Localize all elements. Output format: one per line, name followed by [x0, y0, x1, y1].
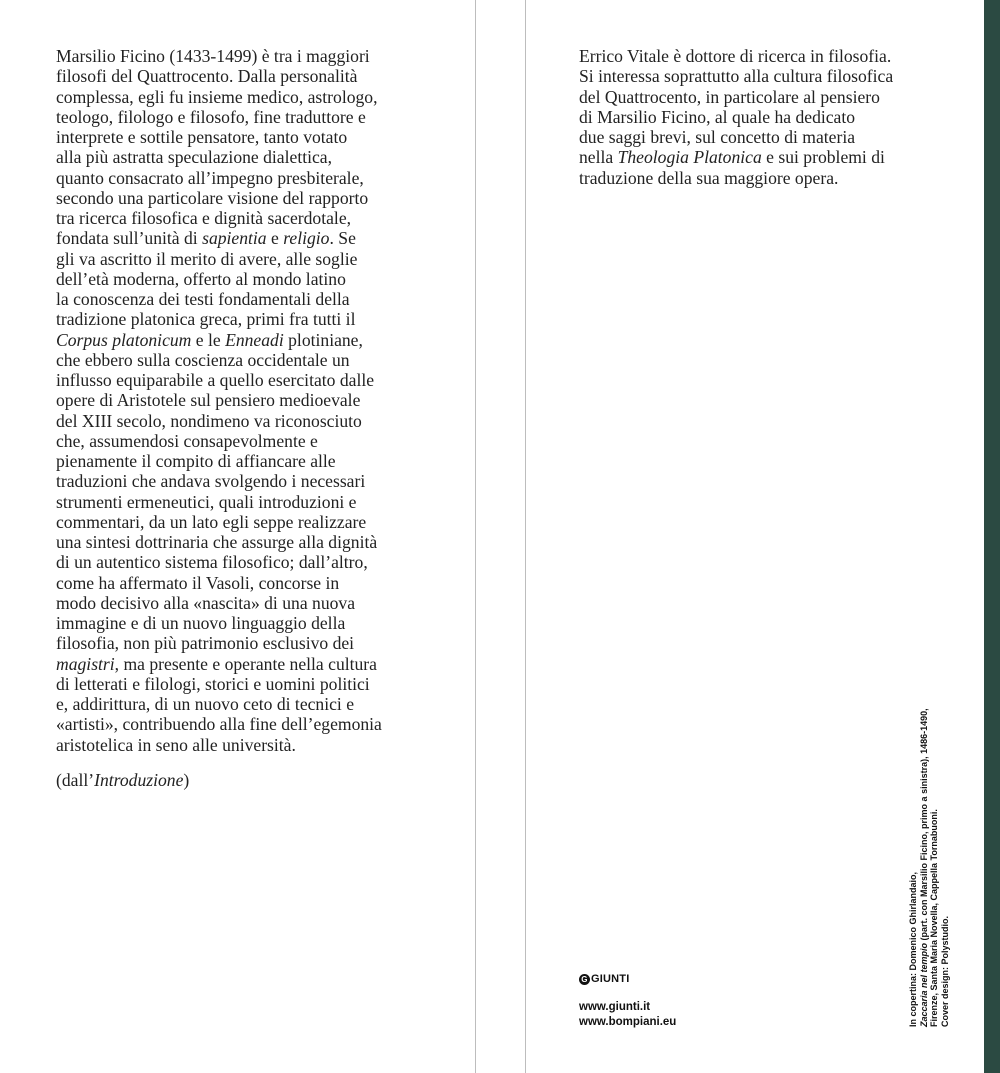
- text-line: Si interessa soprattutto alla cultura filosofica: [579, 66, 894, 87]
- text-line: quanto consacrato all’impegno presbiterale,: [56, 167, 364, 188]
- text-line: «artisti», contribuendo alla fine dell’egemonia: [56, 714, 382, 735]
- text-line: Firenze, Santa Maria Novella, Cappella Tornabuoni.: [929, 809, 939, 1027]
- text-line: strumenti ermeneutici, quali introduzioni e: [56, 491, 357, 512]
- italic-term: magistri: [56, 653, 115, 674]
- text-line: Zaccaria nel tempio (part. con Marsilio Ficino, primo a sinistra), 1486-1490,: [918, 708, 929, 1027]
- italic-term: sapientia: [202, 228, 267, 249]
- text-line: di un autentico sistema filosofico; dall’altro,: [56, 552, 368, 573]
- text-line: complessa, egli fu insieme medico, astrologo,: [56, 86, 378, 107]
- text-line: fondata sull’unità di sapientia e religio. Se: [56, 228, 356, 249]
- text-line: del Quattrocento, in particolare al pensiero: [579, 86, 880, 107]
- cover-credits: [908, 708, 950, 1027]
- text-line: traduzioni che andava svolgendo i necessari: [56, 471, 366, 492]
- text-line: e, addirittura, di un nuovo ceto di tecnici e: [56, 694, 355, 714]
- text-line: che ebbero sulla coscienza occidentale un: [56, 349, 350, 370]
- text-line: come ha affermato il Vasoli, concorse in: [56, 572, 340, 593]
- text-line: traduzione della sua maggiore opera.: [579, 167, 839, 188]
- text-line: filosofi del Quattrocento. Dalla personalità: [56, 66, 358, 87]
- publisher-name: GIUNTI: [591, 973, 630, 985]
- text-line: magistri, ma presente e operante nella cultura: [56, 653, 377, 674]
- text-line: di Marsilio Ficino, al quale ha dedicato: [579, 106, 856, 127]
- spine-edge: [984, 0, 1000, 1073]
- text-line: tradizione platonica greca, primi fra tutti il: [56, 309, 356, 330]
- website-link[interactable]: www.giunti.it: [579, 1001, 651, 1013]
- italic-term: Zaccaria nel tempio: [918, 942, 929, 1027]
- text-line: di letterati e filologi, storici e uomini politici: [56, 673, 370, 694]
- text-line: pienamente il compito di affiancare alle: [56, 451, 336, 471]
- publisher-websites: [579, 1000, 676, 1030]
- left-fold-line: [475, 0, 476, 1073]
- text-line: modo decisivo alla «nascita» di una nuova: [56, 592, 356, 613]
- text-line: interprete e sottile pensatore, tanto votato: [56, 127, 348, 147]
- publisher-logo: [579, 973, 629, 985]
- text-line: due saggi brevi, sul concetto di materia: [579, 127, 856, 147]
- text-line: secondo una particolare visione del rapporto: [56, 187, 369, 208]
- text-line: una sintesi dottrinaria che assurge alla dignità: [56, 532, 378, 552]
- text-line: che, assumendosi consapevolmente e: [56, 430, 318, 451]
- italic-term: Introduzione: [94, 770, 184, 790]
- text-line: alla più astratta speculazione dialettica,: [56, 147, 332, 168]
- text-line: immagine e di un nuovo linguaggio della: [56, 613, 346, 633]
- text-line: aristotelica in seno alle università.: [56, 734, 296, 755]
- text-line: teologo, filologo e filosofo, fine traduttore e: [56, 106, 366, 127]
- text-line: Corpus platonicum e le Enneadi plotiniane,: [56, 329, 363, 350]
- synopsis-text: [56, 46, 436, 755]
- text-line: nella Theologia Platonica e sui problemi di: [579, 147, 885, 168]
- text-line: la conoscenza dei testi fondamentali della: [56, 289, 350, 309]
- text-line: Cover design: Polystudio.: [939, 915, 950, 1027]
- author-bio: [579, 46, 959, 188]
- text-line: Marsilio Ficino (1433-1499) è tra i maggiori: [56, 46, 370, 66]
- text-line: In copertina: Domenico Ghirlandaio,: [908, 871, 918, 1027]
- text-line: influsso equiparabile a quello esercitato dalle: [56, 370, 375, 390]
- italic-term: religio: [283, 228, 330, 249]
- text-line: dell’età moderna, offerto al mondo latino: [56, 268, 346, 289]
- text-line: opere di Aristotele sul pensiero medioevale: [56, 390, 361, 411]
- publisher-mark: G: [579, 974, 590, 985]
- italic-term: Enneadi: [225, 329, 284, 350]
- text-line: gli va ascritto il merito di avere, alle soglie: [56, 248, 358, 269]
- text-line: Errico Vitale è dottore di ricerca in filosofia.: [579, 46, 892, 66]
- italic-term: Corpus platonicum: [56, 329, 192, 350]
- website-link[interactable]: www.bompiani.eu: [579, 1016, 677, 1028]
- text-line: filosofia, non più patrimonio esclusivo dei: [56, 633, 355, 654]
- text-line: tra ricerca filosofica e dignità sacerdotale,: [56, 208, 352, 228]
- text-line: del XIII secolo, nondimeno va riconosciuto: [56, 410, 362, 431]
- text-line: commentari, da un lato egli seppe realizzare: [56, 511, 367, 532]
- italic-term: Theologia Platonica: [617, 147, 762, 168]
- right-fold-line: [525, 0, 526, 1073]
- source-note: (dall’Introduzione): [56, 770, 190, 790]
